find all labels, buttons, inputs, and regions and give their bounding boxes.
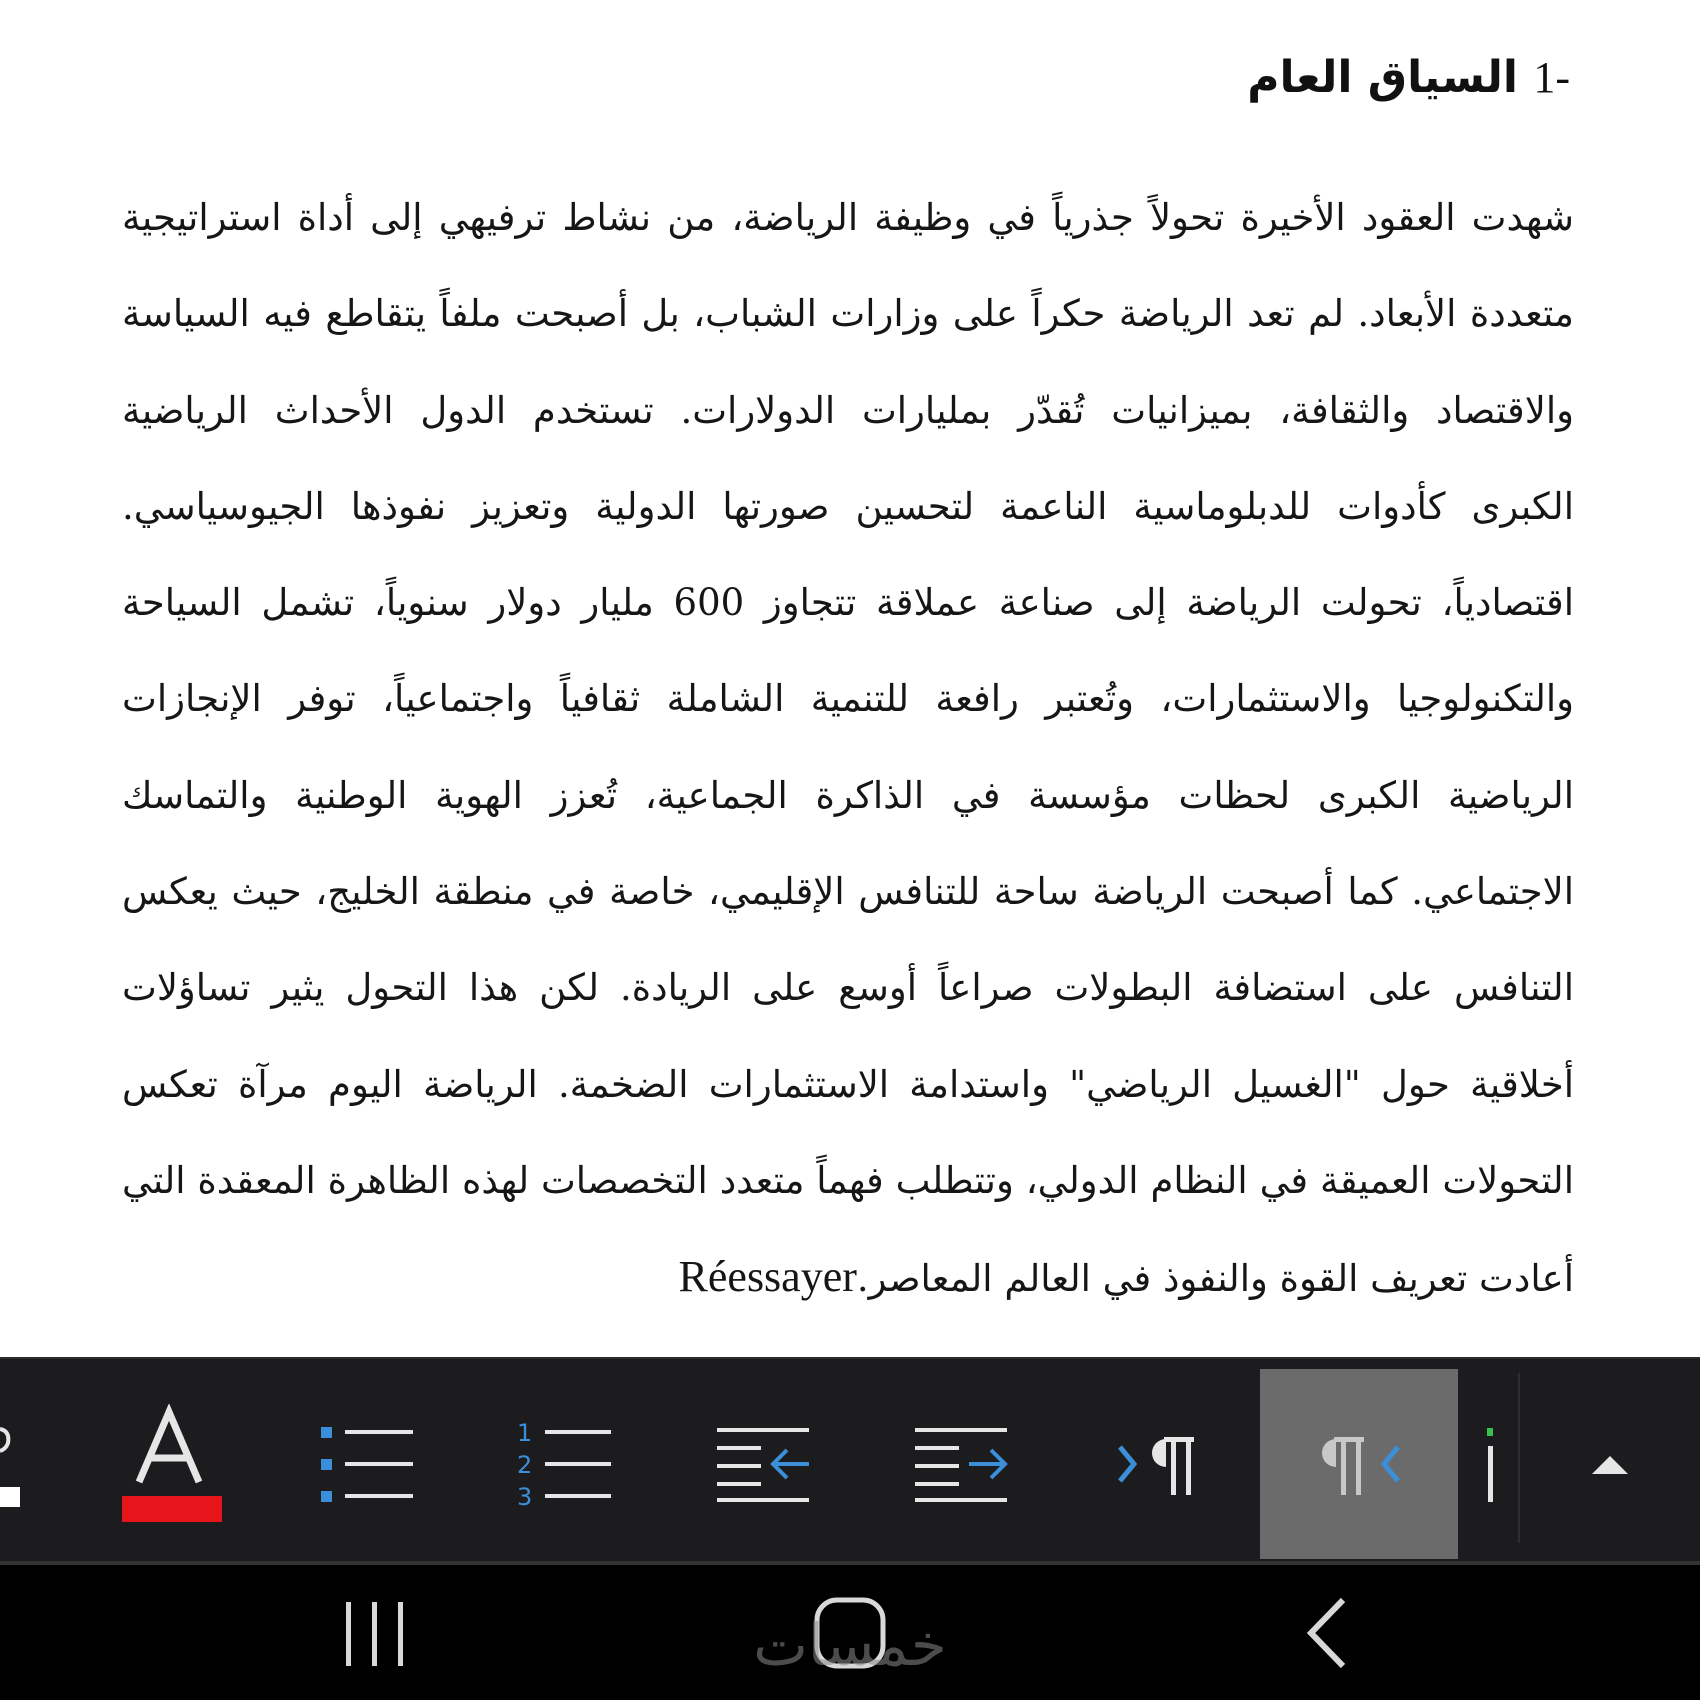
paragraph-line: والتكنولوجيا والاستثمارات، وتُعتبر رافعة للتنمية الشاملة ثقافياً واجتماعياً، توفر الإنجازات [122,677,1574,721]
partial-tool-icon[interactable] [0,1419,20,1509]
paragraph-line: شهدت العقود الأخيرة تحولاً جذرياً في وظيفة الرياضة، من نشاط ترفيهي إلى أداة استراتيجية [122,196,1574,239]
paragraph-line: اقتصادياً، تحولت الرياضة إلى صناعة عملاقة تتجاوز 600 مليار دولار سنوياً، تشمل السياحة [122,581,1574,625]
more-button[interactable] [1462,1369,1520,1559]
triangle-up-icon [1590,1452,1630,1476]
paragraph-line: التنافس على استضافة البطولات صراعاً أوسع على الريادة. لكن هذا التحول يثير تساؤلات [122,966,1574,1010]
bulleted-list-icon [317,1419,417,1509]
decrease-indent-icon [713,1424,813,1504]
heading-text: السياق العام [1247,52,1519,103]
recent-apps-button[interactable] [275,1565,475,1700]
number-label: 1 [517,1419,533,1447]
back-icon [1303,1596,1353,1670]
ltr-paragraph-button[interactable] [1060,1369,1258,1559]
decrease-indent-button[interactable] [664,1369,862,1559]
paragraph-line: والاقتصاد والثقافة، بميزانيات تُقدّر بمليارات الدولارات. تستخدم الدول الأحداث الرياضية [122,388,1574,432]
paragraph-line: الاجتماعي. كما أصبحت الرياضة ساحة للتنافس الإقليمي، خاصة في منطقة الخليج، حيث يعكس [122,870,1574,914]
font-color-swatch [122,1496,222,1522]
collapse-toolbar-button[interactable] [1560,1369,1660,1559]
paragraph-line: التحولات العميقة في النظام الدولي، وتتطلب فهماً متعدد التخصصات لهذه الظاهرة المعقدة التي [122,1158,1574,1202]
reessayer-text: Réessayer [678,1252,857,1302]
paragraph-line: أخلاقية حول "الغسيل الرياضي" واستدامة الاستثمارات الضخمة. الرياضة اليوم مرآة تعكس [122,1062,1574,1106]
number-label: 2 [517,1451,533,1479]
last-line-text: أعادت تعريف القوة والنفوذ في العالم المعاصر. [856,1257,1574,1301]
paragraph[interactable] [122,187,1574,1343]
back-button[interactable] [1228,1565,1428,1700]
paragraph-line: متعددة الأبعاد. لم تعد الرياضة حكراً على وزارات الشباب، بل أصبحت ملفاً يتقاطع فيه السياسة [122,292,1574,336]
increase-indent-button[interactable] [862,1369,1060,1559]
numbered-list-button[interactable] [466,1369,664,1559]
rtl-paragraph-button[interactable] [1260,1369,1458,1559]
info-icon [1481,1424,1501,1504]
number-label: 3 [517,1483,533,1509]
heading-number: -1 [1533,53,1570,102]
bulleted-list-button[interactable] [268,1369,466,1559]
ltr-paragraph-icon [1114,1429,1204,1499]
paragraph-last-line [122,1246,1574,1342]
section-heading [1247,52,1570,103]
rtl-paragraph-icon [1314,1429,1404,1499]
watermark-logo: خمسات [753,1611,947,1679]
formatting-toolbar [0,1357,1700,1565]
paragraph-line: الكبرى كأدوات للدبلوماسية الناعمة لتحسين صورتها الدولية وتعزيز نفوذها الجيوسياسي. [122,484,1574,528]
increase-indent-icon [911,1424,1011,1504]
font-color-icon [114,1404,224,1524]
recent-apps-icon [340,1598,410,1668]
toolbar-divider [1518,1373,1520,1543]
paragraph-line: الرياضية الكبرى لحظات مؤسسة في الذاكرة الجماعية، تُعزز الهوية الوطنية والتماسك [122,773,1574,817]
numbered-list-icon [515,1419,615,1509]
font-color-button[interactable] [70,1369,268,1559]
